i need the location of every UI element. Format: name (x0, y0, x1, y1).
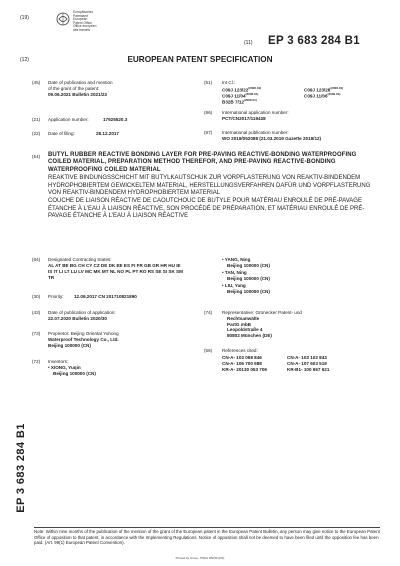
inventor-name: • XIONG, Yuqin (48, 365, 81, 370)
references-label: References cited: (222, 348, 258, 353)
f43-code: (43) (32, 310, 41, 315)
intl-application-label: International application number: (222, 110, 289, 115)
representative-label: Representative: Grünecker Patent- und (222, 310, 302, 315)
printer-footer: Printed by Jouve, 75001 PARIS (FR) (175, 556, 225, 560)
f86-code: (86) (204, 110, 213, 115)
f84-code: (84) (32, 257, 41, 262)
f73-code: (73) (32, 331, 41, 336)
references-list (222, 355, 349, 373)
priority-label: Priority: (48, 294, 64, 299)
filing-date-label: Date of filing: (48, 131, 75, 136)
reference-item: KR-B1- 100 957 621 (287, 367, 330, 373)
grant-date-value: 09.06.2021 Bulletin 2021/23 (48, 92, 107, 97)
inventor-name: • TAN, Ning (222, 270, 247, 275)
f72-code: (72) (32, 359, 41, 364)
epo-logo-icon (56, 12, 70, 26)
doc-type-code: (12) (20, 57, 29, 63)
f51-code: (51) (204, 80, 213, 85)
priority-value: 12.09.2017 CN 201710821890 (74, 294, 137, 299)
f87-code: (87) (204, 130, 213, 135)
ipc-class: C09J $11/04^{(2006.01)}$ (222, 92, 259, 99)
int-cl-label: Int Cl.: (222, 80, 236, 85)
inventor-address: Beijing 100000 (CN) (227, 289, 270, 294)
intl-publication-value: WO 2019/052088 (21.03.2019 Gazette 2019/12) (222, 136, 322, 141)
inventor-address: Beijing 100000 (CN) (53, 371, 96, 376)
f22-code: (22) (32, 131, 41, 136)
opposition-note: Note: Within nine months of the publication of the mention of the grant of the European patent in the European Patent Bulletin, any person may give notice to the European Patent Office of opposition to that patent, in accordance with the Implementing Regulations. Notice of opposition shall not be deemed to have been filed until the opposition fee has been paid. (Art. 99(1) European Patent Convention). (34, 529, 380, 545)
intl-application-value: PCT/CN2017/119438 (222, 116, 266, 121)
reference-item: KR-A- 20130 053 706 (222, 367, 267, 373)
intl-publication-label: International publication number: (222, 130, 289, 135)
designated-states-value: AL AT BE BG CH CY CZ DE DK EE ES FI FR GB GR HR HU IE IS IT LI LT LU LV MC MK MT NL NO PL PT RO RS SE SI SK SM TR (48, 263, 183, 280)
reference-item: CN-A- 103 068 846 (222, 355, 262, 360)
document-type: EUROPEAN PATENT SPECIFICATION (127, 55, 273, 64)
reference-item: CN-A- 103 102 843 (287, 355, 327, 360)
ipc-class: B32B $7/12^{(2006.01)}$ (222, 98, 257, 105)
note-divider (34, 527, 380, 528)
f54-code: (54) (32, 154, 41, 159)
proprietor-label: Proprietor: Beijing Oriental Yuhong (48, 331, 119, 336)
reference-item: CN-A- 107 603 519 (287, 361, 327, 367)
title-german: REAKTIVE BINDUNGSSCHICHT MIT BUTYLKAUTSCHUK ZUR VORPFLASTERUNG VON REAKTIV-BINDENDEM HYDROPHOBIERTEM GEWICKELTEM MATERIAL, HERSTELLUNGSVERFAHREN DAFÜR UND VORPFLASTERUNG VON REAKTIV-BINDENDEM HYDROPHOBIERTEM MATERIAL (48, 175, 371, 197)
ipc-class: C09J $11/06^{(2006.01)}$ (304, 92, 341, 99)
f21-code: (21) (32, 117, 41, 122)
application-number-label: Application number: (48, 117, 89, 122)
title-english: BUTYL RUBBER REACTIVE BONDING LAYER FOR PRE-PAVING REACTIVE-BONDING WATERPROOFING COILED MATERIAL, PREPARATION METHOD THEREFOR, AND PRE-PAVING REACTIVE-BONDING WATERPROOFING COILED MATERIAL (48, 152, 357, 173)
side-publication-number: EP 3 683 284 B1 (15, 423, 27, 513)
grant-date-label: Date of publication and mention of the grant of the patent: (48, 80, 113, 91)
title-french: COUCHE DE LIAISON RÉACTIVE DE CAOUTCHOUC DE BUTYLE POUR MATÉRIAU ENROULÉ DE PRÉ-PAVAGE ÉTANCHE À L'EAU À LIAISON RÉACTIVE, SON PROCÉDÉ DE PRÉPARATION, ET MATÉRIAU ENROULÉ DE PRÉ-PAVAGE ÉTANCHE À L'EAU À LIAISON RÉACTIVE (48, 198, 365, 220)
f74-code: (74) (204, 310, 213, 315)
ipc-class: C09J $123/22^{(2006.01)}$ (222, 86, 262, 93)
office-kind-code: (19) (20, 15, 29, 21)
reference-item: CN-A- 106 700 988 (222, 361, 262, 367)
app-publication-label: Date of publication of application: (48, 310, 116, 315)
inventor-address: Beijing 100000 (CN) (227, 263, 270, 268)
application-number-value: 17925520.3 (103, 117, 128, 122)
inventor-name: • YANG, Ning (222, 257, 251, 262)
f30-code: (30) (32, 294, 41, 299)
f56-code: (56) (204, 348, 213, 353)
f45-code: (45) (32, 80, 41, 85)
pub-number-code: (11) (244, 40, 253, 46)
proprietor-value: Waterproof Technology Co., Ltd. Beijing 100000 (CN) (48, 337, 119, 348)
ipc-class: C09J $123/28^{(2006.01)}$ (304, 86, 344, 93)
office-name: Europäisches Patentamt European Patent Office Office européen des brevets (73, 10, 97, 32)
invention-title (48, 152, 376, 221)
representative-value: Rechtsanwälte PartG mbB Leopoldstraße 4 80802 München (DE) (227, 316, 272, 338)
filing-date-value: 28.12.2017 (96, 131, 119, 136)
publication-number: EP 3 683 284 B1 (268, 35, 360, 47)
app-publication-value: 22.07.2020 Bulletin 2020/30 (48, 316, 107, 321)
designated-states-label: Designated Contracting States: (48, 257, 112, 262)
inventor-address: Beijing 100000 (CN) (227, 276, 270, 281)
inventor-name: • LIU, Yang (222, 283, 246, 288)
inventors-label: Inventors: (48, 359, 69, 364)
